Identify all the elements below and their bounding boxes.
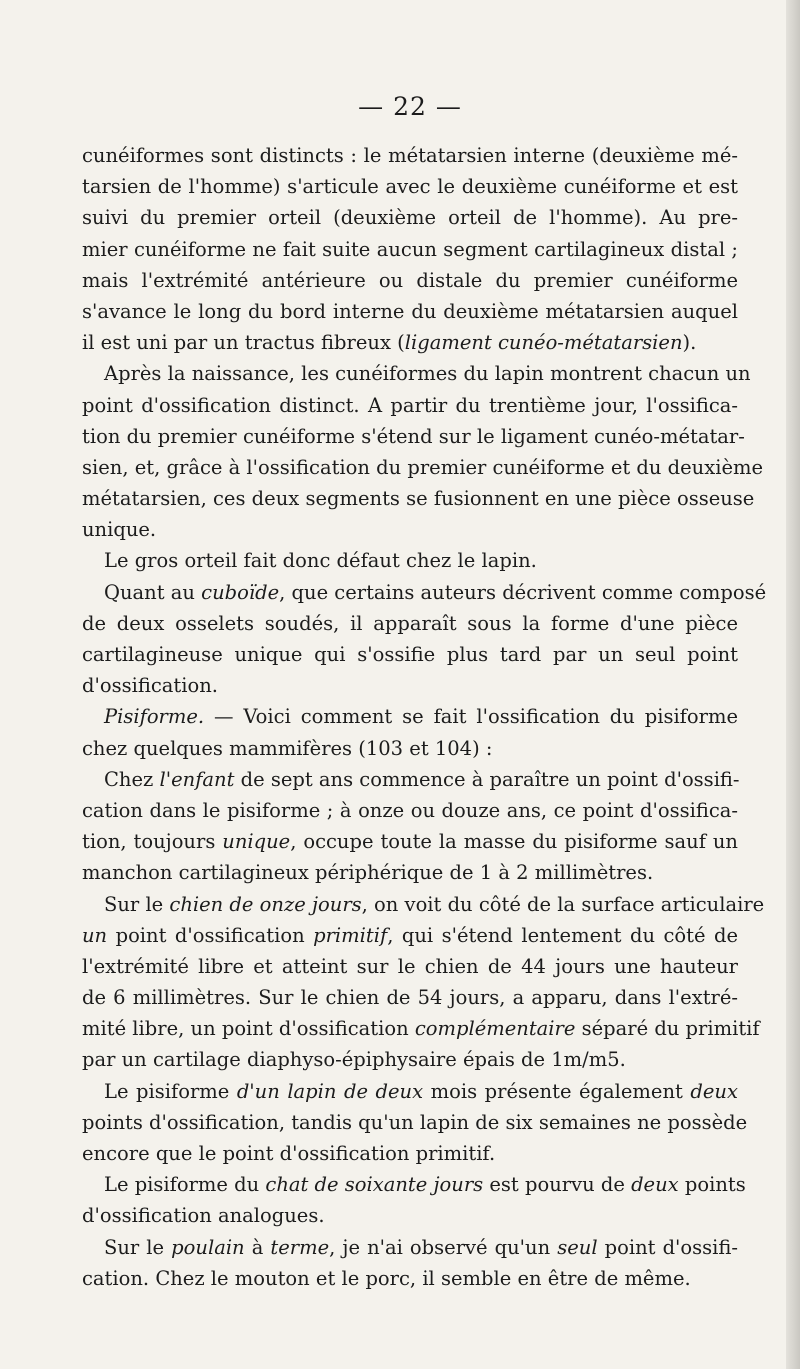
text-line: il est uni par un tractus fibreux (ligament cunéo-métatarsien). [82,331,697,355]
text-line: par un cartilage diaphyso-épiphysaire épais de 1m/m5. [82,1048,626,1072]
text-line: mier cunéiforme ne fait suite aucun segment cartilagineux distal ; [82,237,738,261]
text-line: cartilagineuse unique qui s'ossifie plus tard par un seul point [82,643,738,666]
text-line: s'avance le long du bord interne du deuxième métatarsien auquel [82,299,738,323]
section-heading-line: Pisiforme. — Voici comment se fait l'ossification du pisiforme [104,705,738,729]
paragraph-start: Le gros orteil fait donc défaut chez le lapin. [104,549,537,573]
paragraph-start: Quant au cuboïde, que certains auteurs décrivent comme composé [104,580,767,604]
paragraph-start: Le pisiforme du chat de soixante jours est pourvu de deux points [104,1173,746,1197]
text-line: tarsien de l'homme) s'articule avec le deuxième cunéiforme et est [82,175,738,199]
text-line: d'ossification analogues. [82,1204,325,1228]
text-line: manchon cartilagineux périphérique de 1 à 2 millimètres. [82,861,654,885]
text-line: un point d'ossification primitif, qui s'étend lentement du côté de [82,923,738,947]
text-line: encore que le point d'ossification primitif. [82,1142,496,1165]
text-line: cation. Chez le mouton et le porc, il semble en être de même. [82,1266,691,1290]
text-line: suivi du premier orteil (deuxième orteil de l'homme). Au pre- [82,206,738,230]
text-line: chez quelques mammifères (103 et 104) : [82,736,493,760]
text-line: de deux osselets soudés, il apparaît sous la forme d'une pièce [82,611,738,635]
text-line: l'extrémité libre et atteint sur le chien de 44 jours une hauteur [82,954,738,978]
text-line: métatarsien, ces deux segments se fusionnent en une pièce osseuse [82,487,755,511]
paragraph-start: Après la naissance, les cunéiformes du lapin montrent chacun un [104,362,751,386]
body-text [82,140,767,1294]
page-number: — 22 — [358,92,462,121]
page-edge [786,0,800,1369]
text-line: cunéiformes sont distincts : le métatarsien interne (deuxième mé- [82,144,738,167]
text-line: points d'ossification, tandis qu'un lapin de six semaines ne possède [82,1110,748,1134]
text-line: mité libre, un point d'ossification complémentaire séparé du primitif [82,1017,760,1041]
text-line: cation dans le pisiforme ; à onze ou douze ans, ce point d'ossifica- [82,798,738,822]
paragraph-start: Le pisiforme d'un lapin de deux mois présente également deux [104,1079,738,1103]
text-line: d'ossification. [82,674,218,698]
text-line: tion du premier cunéiforme s'étend sur le ligament cunéo-métatar- [82,424,745,448]
text-line: tion, toujours unique, occupe toute la masse du pisiforme sauf un [82,830,738,854]
text-line: mais l'extrémité antérieure ou distale du premier cunéiforme [82,268,738,292]
text-line: sien, et, grâce à l'ossification du premier cunéiforme et du deuxième [82,455,764,479]
paragraph-start: Sur le poulain à terme, je n'ai observé qu'un seul point d'ossifi- [104,1235,739,1259]
text-line: de 6 millimètres. Sur le chien de 54 jours, a apparu, dans l'extré- [82,986,738,1010]
paragraph-start: Chez l'enfant de sept ans commence à paraître un point d'ossifi- [104,767,740,791]
text-line: unique. [82,518,157,542]
text-line: point d'ossification distinct. A partir du trentième jour, l'ossifica- [82,393,738,417]
paragraph-start: Sur le chien de onze jours, on voit du côté de la surface articulaire [104,892,765,916]
